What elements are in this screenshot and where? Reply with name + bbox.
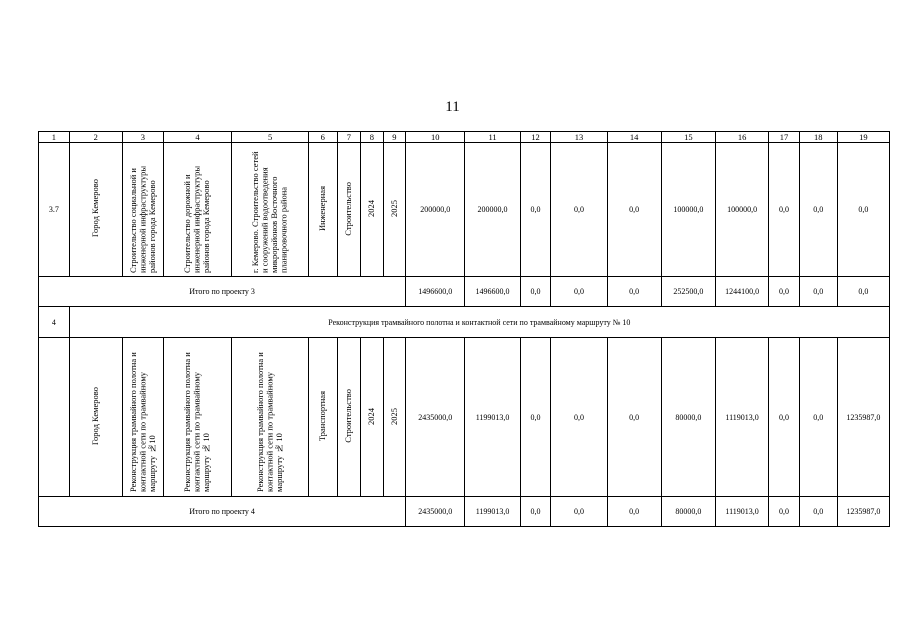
total-value: 1496600,0 bbox=[406, 277, 465, 307]
value-cell: 0,0 bbox=[837, 143, 889, 277]
total-value: 0,0 bbox=[607, 497, 661, 527]
column-number: 4 bbox=[163, 132, 232, 143]
row-number: 3.7 bbox=[39, 143, 70, 277]
column-number: 15 bbox=[661, 132, 715, 143]
start-year-text: 2024 bbox=[366, 200, 377, 217]
total-value: 0,0 bbox=[769, 277, 800, 307]
value-cell: 0,0 bbox=[551, 143, 607, 277]
total-value: 0,0 bbox=[837, 277, 889, 307]
value-cell: 1119013,0 bbox=[715, 338, 768, 497]
program-text: Реконструкция трамвайного полотна и контактной сети по трамвайному маршруту №10 bbox=[127, 352, 157, 492]
subprogram-cell bbox=[163, 338, 232, 497]
total-row-project-4 bbox=[39, 497, 890, 527]
total-value: 80000,0 bbox=[661, 497, 715, 527]
section-row-4 bbox=[39, 307, 890, 338]
type-cell bbox=[308, 143, 337, 277]
total-value: 0,0 bbox=[551, 497, 607, 527]
total-value: 1235987,0 bbox=[837, 497, 889, 527]
column-number: 14 bbox=[607, 132, 661, 143]
column-number: 12 bbox=[520, 132, 551, 143]
value-cell: 100000,0 bbox=[715, 143, 768, 277]
column-number: 3 bbox=[122, 132, 163, 143]
total-value: 2435000,0 bbox=[406, 497, 465, 527]
municipality-cell bbox=[69, 143, 122, 277]
municipality-cell bbox=[69, 338, 122, 497]
total-row-project-3 bbox=[39, 277, 890, 307]
start-year-cell bbox=[361, 143, 384, 277]
municipality-text: Город Кемерово bbox=[90, 179, 100, 238]
column-number: 1 bbox=[39, 132, 70, 143]
total-value: 0,0 bbox=[799, 497, 837, 527]
type-text: Инженерная bbox=[317, 185, 328, 232]
work-cell bbox=[337, 338, 361, 497]
object-cell bbox=[232, 338, 309, 497]
total-value: 0,0 bbox=[520, 497, 551, 527]
table-row-3-7 bbox=[39, 143, 890, 277]
column-number: 5 bbox=[232, 132, 309, 143]
value-cell: 80000,0 bbox=[661, 338, 715, 497]
total-value: 0,0 bbox=[551, 277, 607, 307]
total-value: 1244100,0 bbox=[715, 277, 768, 307]
start-year-cell bbox=[361, 338, 384, 497]
type-cell bbox=[308, 338, 337, 497]
column-number: 8 bbox=[361, 132, 384, 143]
table-row-4 bbox=[39, 338, 890, 497]
work-cell bbox=[337, 143, 361, 277]
value-cell: 0,0 bbox=[607, 338, 661, 497]
total-label: Итого по проекту 3 bbox=[39, 277, 406, 307]
total-value: 0,0 bbox=[769, 497, 800, 527]
value-cell: 1199013,0 bbox=[465, 338, 520, 497]
investment-table bbox=[38, 131, 890, 527]
value-cell: 0,0 bbox=[520, 143, 551, 277]
column-number: 18 bbox=[799, 132, 837, 143]
subprogram-text: Строительство дорожной и инженерной инфраструктуры районов города Кемерово bbox=[182, 165, 212, 273]
object-cell bbox=[232, 143, 309, 277]
column-number: 7 bbox=[337, 132, 361, 143]
end-year-text: 2025 bbox=[388, 407, 399, 425]
value-cell: 100000,0 bbox=[661, 143, 715, 277]
total-value: 0,0 bbox=[520, 277, 551, 307]
value-cell: 2435000,0 bbox=[406, 338, 465, 497]
column-numbers-row bbox=[39, 132, 890, 143]
program-cell bbox=[122, 143, 163, 277]
section-number: 4 bbox=[39, 307, 70, 338]
type-text: Транспортная bbox=[317, 390, 328, 442]
program-text: Строительство социальной и инженерной инфраструктуры районов города Кемерово bbox=[127, 165, 157, 273]
total-label: Итого по проекту 4 bbox=[39, 497, 406, 527]
value-cell: 0,0 bbox=[799, 338, 837, 497]
value-cell: 1235987,0 bbox=[837, 338, 889, 497]
start-year-text: 2024 bbox=[366, 407, 377, 425]
total-value: 0,0 bbox=[607, 277, 661, 307]
column-number: 13 bbox=[551, 132, 607, 143]
end-year-cell bbox=[383, 143, 406, 277]
total-value: 1496600,0 bbox=[465, 277, 520, 307]
value-cell: 0,0 bbox=[799, 143, 837, 277]
value-cell: 0,0 bbox=[607, 143, 661, 277]
end-year-text: 2025 bbox=[388, 200, 399, 217]
total-value: 1199013,0 bbox=[465, 497, 520, 527]
work-text: Строительство bbox=[343, 389, 354, 443]
column-number: 11 bbox=[465, 132, 520, 143]
end-year-cell bbox=[383, 338, 406, 497]
total-value: 252500,0 bbox=[661, 277, 715, 307]
column-number: 17 bbox=[769, 132, 800, 143]
page-number: 11 bbox=[445, 99, 460, 115]
column-number: 6 bbox=[308, 132, 337, 143]
object-text: Реконструкция трамвайного полотна и контактной сети по трамвайному маршруту № 10 bbox=[254, 352, 284, 492]
total-value: 1119013,0 bbox=[715, 497, 768, 527]
column-number: 9 bbox=[383, 132, 406, 143]
column-number: 16 bbox=[715, 132, 768, 143]
object-text: г. Кемерово. Строительство сетей и сооружений водоотведения микрорайонов Восточного планировочного района bbox=[250, 150, 289, 273]
value-cell: 0,0 bbox=[769, 338, 800, 497]
value-cell: 0,0 bbox=[551, 338, 607, 497]
subprogram-text: Реконструкция трамвайного полотна и контактной сети по трамвайному маршруту № 10 bbox=[182, 352, 212, 492]
subprogram-cell bbox=[163, 143, 232, 277]
value-cell: 200000,0 bbox=[406, 143, 465, 277]
work-text: Строительство bbox=[343, 181, 354, 236]
municipality-text: Город Кемерово bbox=[90, 386, 100, 446]
column-number: 19 bbox=[837, 132, 889, 143]
program-cell bbox=[122, 338, 163, 497]
column-number: 2 bbox=[69, 132, 122, 143]
column-number: 10 bbox=[406, 132, 465, 143]
row-number bbox=[39, 338, 70, 497]
value-cell: 200000,0 bbox=[465, 143, 520, 277]
section-title: Реконструкция трамвайного полотна и контактной сети по трамвайному маршруту № 10 bbox=[69, 307, 889, 338]
value-cell: 0,0 bbox=[520, 338, 551, 497]
value-cell: 0,0 bbox=[769, 143, 800, 277]
total-value: 0,0 bbox=[799, 277, 837, 307]
